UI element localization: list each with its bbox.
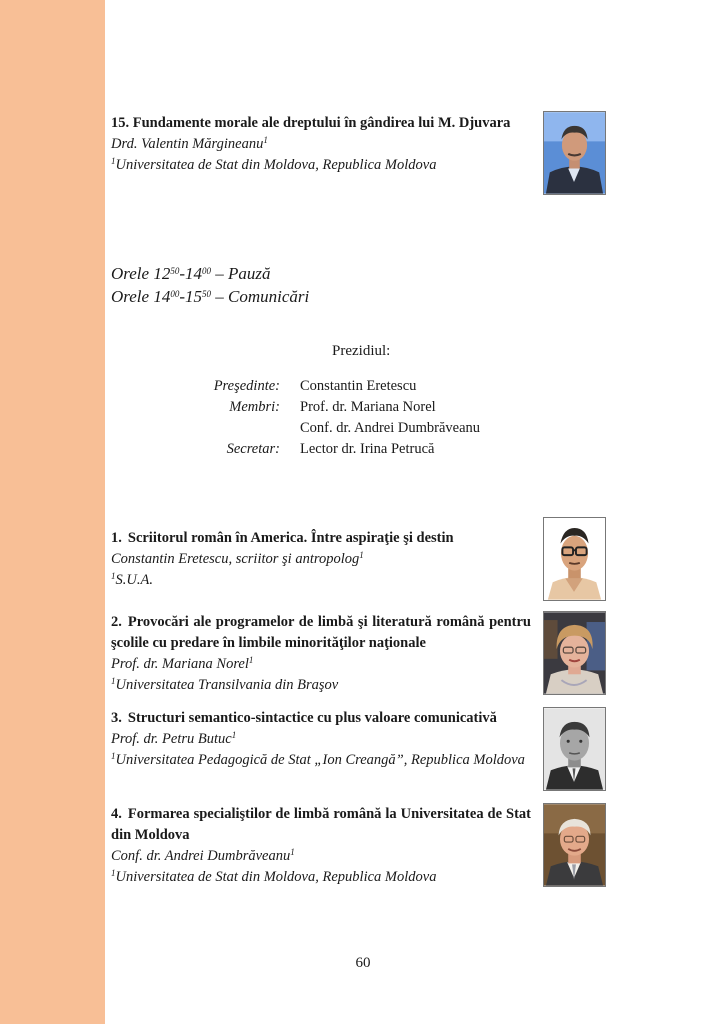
author-name: Constantin Eretescu, scriitor şi antropolog bbox=[111, 551, 360, 567]
presidium-row bbox=[150, 376, 480, 397]
presidium-row bbox=[150, 397, 480, 418]
affiliation-text: Universitatea Transilvania din Braşov bbox=[115, 677, 339, 693]
paper-author bbox=[111, 846, 531, 867]
author-sup: 1 bbox=[290, 847, 295, 857]
paper-number: 4. bbox=[111, 806, 122, 822]
portrait-photo-dumbraveanu bbox=[543, 803, 606, 887]
paper-number: 3. bbox=[111, 710, 122, 726]
paper-title bbox=[111, 528, 531, 549]
author-sup: 1 bbox=[359, 550, 364, 560]
portrait-photo-margineanu bbox=[543, 111, 606, 195]
affiliation-sup: 1 bbox=[111, 751, 116, 761]
affiliation-text: Universitatea Pedagogică de Stat „Ion Creangă”, Republica Moldova bbox=[115, 752, 525, 768]
presidium-name: Lector dr. Irina Petrucă bbox=[300, 441, 435, 457]
author-sup: 1 bbox=[263, 135, 268, 145]
session-sup: 50 bbox=[202, 289, 211, 299]
session-pause-line bbox=[111, 262, 309, 285]
author-name: Prof. dr. Mariana Norel bbox=[111, 656, 249, 672]
author-sup: 1 bbox=[248, 655, 254, 665]
affiliation-text: Universitatea de Stat din Moldova, Republica Moldova bbox=[115, 157, 437, 173]
paper-entry-1 bbox=[111, 528, 531, 591]
session-sup: 00 bbox=[170, 289, 180, 299]
session-times bbox=[111, 262, 309, 308]
presidium-name: Conf. dr. Andrei Dumbrăveanu bbox=[300, 420, 481, 436]
paper-number: 1. bbox=[111, 530, 122, 546]
paper-affiliation bbox=[111, 155, 531, 176]
session-text: -15 bbox=[179, 287, 202, 306]
affiliation-text: S.U.A. bbox=[115, 572, 153, 588]
paper-entry-15 bbox=[111, 113, 531, 176]
paper-author bbox=[111, 134, 531, 155]
paper-title-text: Formarea specialiştilor de limbă română la Universitatea de Stat din Moldova bbox=[111, 806, 531, 843]
paper-number: 2. bbox=[111, 614, 122, 630]
paper-entry-3 bbox=[111, 708, 531, 771]
presidium-role: Secretar: bbox=[226, 441, 280, 457]
paper-title: 15. Fundamente morale ale dreptului în gândirea lui M. Djuvara bbox=[111, 115, 511, 131]
paper-affiliation bbox=[111, 750, 531, 771]
presidium-role bbox=[150, 418, 300, 439]
author-name: Drd. Valentin Mărgineanu bbox=[111, 136, 264, 152]
session-text: Orele 14 bbox=[111, 287, 171, 306]
paper-author bbox=[111, 729, 531, 750]
affiliation-sup: 1 bbox=[111, 571, 116, 581]
session-sup: 50 bbox=[170, 266, 180, 276]
session-talks-line bbox=[111, 285, 309, 308]
portrait-photo-eretescu bbox=[543, 517, 606, 601]
session-text: – Pauză bbox=[211, 264, 271, 283]
paper-affiliation bbox=[111, 867, 531, 888]
session-text: -14 bbox=[179, 264, 202, 283]
affiliation-sup: 1 bbox=[111, 868, 116, 878]
presidium-role: Membri: bbox=[229, 399, 280, 415]
paper-affiliation bbox=[111, 675, 531, 696]
presidium-table bbox=[150, 376, 480, 460]
affiliation-sup: 1 bbox=[111, 156, 116, 166]
paper-author bbox=[111, 549, 531, 570]
paper-title-text: Structuri semantico-sintactice cu plus valoare comunicativă bbox=[127, 710, 497, 726]
affiliation-sup: 1 bbox=[111, 676, 116, 686]
presidium-name: Prof. dr. Mariana Norel bbox=[300, 399, 436, 415]
presidium-row bbox=[150, 418, 480, 439]
paper-title-text: Scriitorul român în America. Între aspiraţie şi destin bbox=[127, 530, 454, 546]
page-number: 60 bbox=[355, 955, 371, 971]
presidium-role: Preşedinte: bbox=[213, 378, 280, 394]
session-text: Orele 12 bbox=[111, 264, 171, 283]
portrait-photo-norel bbox=[543, 611, 606, 695]
affiliation-text: Universitatea de Stat din Moldova, Republica Moldova bbox=[115, 869, 437, 885]
paper-entry-4 bbox=[111, 804, 531, 888]
session-text: – Comunicări bbox=[211, 287, 310, 306]
presidium-name: Constantin Eretescu bbox=[300, 378, 417, 394]
author-name: Prof. dr. Petru Butuc bbox=[111, 731, 232, 747]
paper-entry-2 bbox=[111, 612, 531, 696]
paper-affiliation bbox=[111, 570, 531, 591]
author-sup: 1 bbox=[231, 730, 237, 740]
presidium-row bbox=[150, 439, 480, 460]
author-name: Conf. dr. Andrei Dumbrăveanu bbox=[111, 848, 291, 864]
paper-title-text: Provocări ale programelor de limbă şi literatură română pentru şcolile cu predare în limbile minorităţilor naţionale bbox=[111, 614, 531, 651]
side-color-band bbox=[0, 0, 105, 1024]
presidium-heading: Prezidiul: bbox=[332, 343, 391, 359]
paper-title bbox=[111, 804, 531, 846]
paper-author bbox=[111, 654, 531, 675]
session-sup: 00 bbox=[202, 266, 211, 276]
portrait-photo-butuc bbox=[543, 707, 606, 791]
paper-title bbox=[111, 612, 531, 654]
paper-title bbox=[111, 708, 531, 729]
